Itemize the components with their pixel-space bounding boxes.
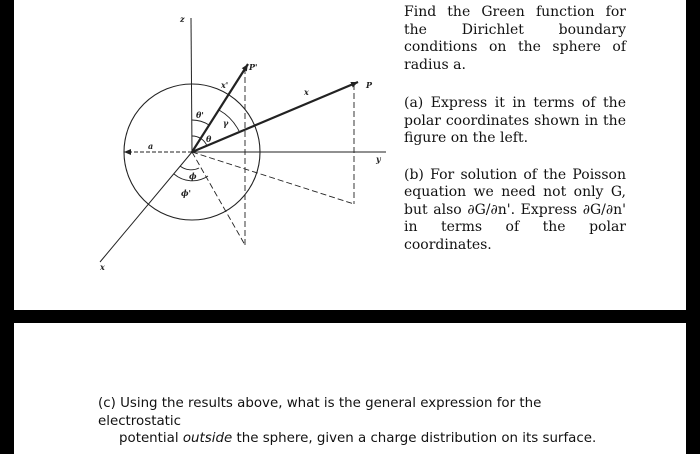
part-c-text-before: potential bbox=[119, 431, 183, 446]
projection-p-base bbox=[192, 152, 354, 204]
part-c-line-2 bbox=[98, 430, 628, 448]
radius-arrow bbox=[124, 149, 131, 155]
part-a-text: (a) Express it in terms of the polar coordinates shown in the figure on the left. bbox=[404, 95, 626, 146]
point-p-label: P bbox=[366, 80, 373, 90]
y-axis-label: y bbox=[376, 154, 381, 164]
theta-label: θ bbox=[206, 134, 212, 144]
phi-prime-label: ϕ' bbox=[181, 188, 191, 198]
z-axis bbox=[191, 18, 192, 152]
gamma-arc bbox=[219, 110, 239, 131]
radius-label: a bbox=[148, 141, 154, 151]
theta-prime-label: θ' bbox=[196, 110, 204, 120]
part-b-text: (b) For solution of the Poisson equation we need not only G, but also ∂G/∂n'. Express ∂G/∂n' in terms of the polar coordinates. bbox=[404, 166, 626, 253]
phi-arc bbox=[180, 166, 199, 170]
x-axis-label: x bbox=[100, 262, 105, 272]
part-c-text-after: the sphere, given a charge distribution on its surface. bbox=[232, 431, 597, 446]
theta-prime-arc bbox=[192, 120, 209, 125]
vector-x bbox=[192, 82, 358, 152]
vector-x-prime-label: x' bbox=[221, 80, 229, 90]
phi-label: ϕ bbox=[189, 171, 197, 181]
vector-x-label: x bbox=[304, 87, 309, 97]
question-c-panel bbox=[14, 323, 686, 454]
gamma-label: γ bbox=[223, 118, 229, 128]
part-c-emphasis: outside bbox=[182, 431, 233, 446]
z-axis-label: z bbox=[180, 14, 185, 24]
problem-statement-block bbox=[404, 4, 626, 254]
point-p-prime-label: P' bbox=[249, 62, 258, 72]
part-c-line-1: (c) Using the results above, what is the general expression for the electrostatic bbox=[98, 396, 542, 429]
projection-p-prime-base bbox=[192, 152, 245, 245]
part-c-block bbox=[98, 395, 628, 448]
problem-panel bbox=[14, 0, 686, 310]
problem-statement: Find the Green function for the Dirichlet boundary conditions on the sphere of radius a. bbox=[404, 4, 626, 73]
x-axis bbox=[100, 152, 192, 262]
spherical-coordinates-diagram bbox=[14, 0, 389, 300]
